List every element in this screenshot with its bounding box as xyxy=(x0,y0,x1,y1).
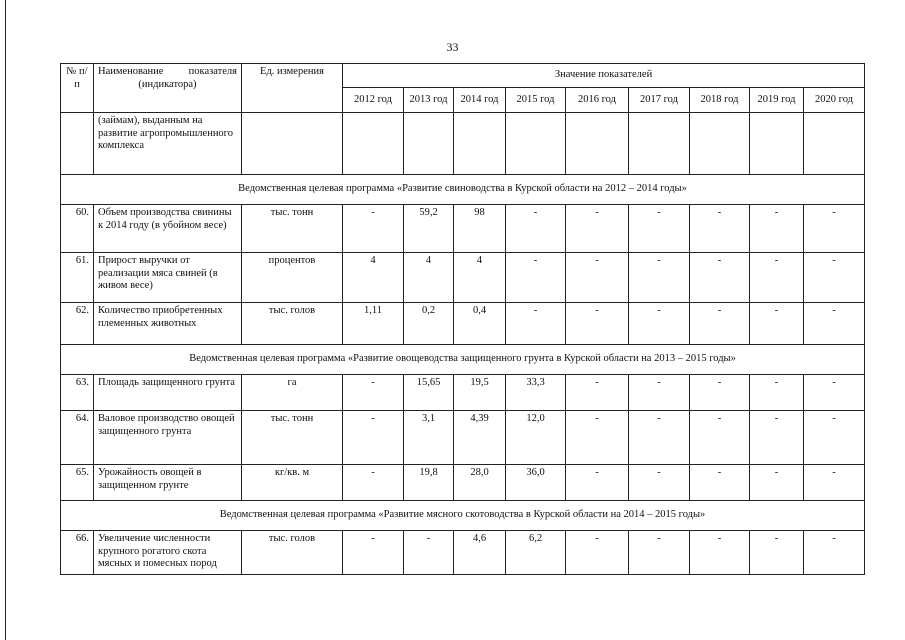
value-cell: - xyxy=(804,375,865,411)
section-row xyxy=(61,345,865,375)
row-number: 61. xyxy=(61,253,94,303)
indicator-name: Прирост выручки от реализации мяса свиней (в живом весе) xyxy=(94,253,242,303)
value-cell: - xyxy=(750,303,804,345)
value-cell xyxy=(404,113,454,175)
header-year: 2013 год xyxy=(404,88,454,113)
value-cell: - xyxy=(690,253,750,303)
unit-cell: га xyxy=(242,375,343,411)
value-cell: 12,0 xyxy=(506,411,566,465)
value-cell: 19,8 xyxy=(404,465,454,501)
value-cell: - xyxy=(750,465,804,501)
value-cell: 1,11 xyxy=(343,303,404,345)
header-year: 2014 год xyxy=(454,88,506,113)
header-values-group: Значение показателей xyxy=(343,64,865,88)
value-cell: - xyxy=(506,205,566,253)
value-cell: - xyxy=(690,531,750,575)
indicator-name: Урожайность овощей в защищенном грунте xyxy=(94,465,242,501)
table-row xyxy=(61,113,865,175)
table-row xyxy=(61,253,865,303)
value-cell: - xyxy=(566,411,629,465)
row-number xyxy=(61,113,94,175)
value-cell: - xyxy=(566,253,629,303)
value-cell: 0,2 xyxy=(404,303,454,345)
table-row xyxy=(61,465,865,501)
value-cell: 4 xyxy=(404,253,454,303)
header-unit: Ед. измерения xyxy=(242,64,343,113)
value-cell: - xyxy=(566,375,629,411)
value-cell: - xyxy=(804,303,865,345)
indicator-name: Площадь защищенного грунта xyxy=(94,375,242,411)
unit-cell: процентов xyxy=(242,253,343,303)
value-cell: 3,1 xyxy=(404,411,454,465)
value-cell: - xyxy=(750,531,804,575)
value-cell: 6,2 xyxy=(506,531,566,575)
value-cell: - xyxy=(566,303,629,345)
value-cell: - xyxy=(343,375,404,411)
value-cell: - xyxy=(690,411,750,465)
row-number: 64. xyxy=(61,411,94,465)
value-cell: - xyxy=(629,253,690,303)
value-cell: - xyxy=(566,465,629,501)
table-row xyxy=(61,375,865,411)
unit-cell: тыс. голов xyxy=(242,303,343,345)
header-num: № п/п xyxy=(61,64,94,113)
table-row xyxy=(61,411,865,465)
value-cell: - xyxy=(629,531,690,575)
value-cell: - xyxy=(690,375,750,411)
indicators-table xyxy=(60,63,865,575)
indicator-name: Валовое производство овощей защищенного грунта xyxy=(94,411,242,465)
unit-cell: тыс. голов xyxy=(242,531,343,575)
header-year: 2018 год xyxy=(690,88,750,113)
value-cell: 98 xyxy=(454,205,506,253)
value-cell: 28,0 xyxy=(454,465,506,501)
value-cell xyxy=(750,113,804,175)
value-cell: - xyxy=(404,531,454,575)
value-cell: - xyxy=(343,465,404,501)
indicator-name: Увеличение численности крупного рогатого скота мясных и помесных пород xyxy=(94,531,242,575)
value-cell xyxy=(566,113,629,175)
page-left-border xyxy=(5,0,6,640)
unit-cell xyxy=(242,113,343,175)
header-year: 2017 год xyxy=(629,88,690,113)
value-cell: - xyxy=(566,531,629,575)
value-cell: - xyxy=(343,531,404,575)
indicator-name: Количество приобретенных племенных животных xyxy=(94,303,242,345)
value-cell: 0,4 xyxy=(454,303,506,345)
row-number: 62. xyxy=(61,303,94,345)
header-indicator-name-line2: (индикатора) xyxy=(138,78,197,90)
value-cell: - xyxy=(804,465,865,501)
value-cell: - xyxy=(629,205,690,253)
value-cell xyxy=(690,113,750,175)
value-cell: - xyxy=(690,303,750,345)
value-cell: - xyxy=(629,411,690,465)
unit-cell: тыс. тонн xyxy=(242,205,343,253)
indicator-name: Объем производства свинины к 2014 году (в убойном весе) xyxy=(94,205,242,253)
value-cell xyxy=(506,113,566,175)
value-cell: 33,3 xyxy=(506,375,566,411)
header-year: 2012 год xyxy=(343,88,404,113)
value-cell: - xyxy=(750,375,804,411)
table-row xyxy=(61,205,865,253)
program-title: Ведомственная целевая программа «Развитие овощеводства защищенного грунта в Курской области на 2013 – 2015 годы» xyxy=(61,345,865,375)
unit-cell: кг/кв. м xyxy=(242,465,343,501)
value-cell: 4 xyxy=(343,253,404,303)
value-cell xyxy=(454,113,506,175)
unit-cell: тыс. тонн xyxy=(242,411,343,465)
value-cell: 4,6 xyxy=(454,531,506,575)
value-cell: - xyxy=(506,253,566,303)
value-cell: 59,2 xyxy=(404,205,454,253)
value-cell: - xyxy=(343,205,404,253)
row-number: 66. xyxy=(61,531,94,575)
indicator-name: (займам), выданным на развитие агропромышленного комплекса xyxy=(94,113,242,175)
value-cell: - xyxy=(343,411,404,465)
value-cell: - xyxy=(566,205,629,253)
value-cell: - xyxy=(506,303,566,345)
header-indicator-name xyxy=(94,64,242,113)
value-cell: - xyxy=(690,205,750,253)
row-number: 65. xyxy=(61,465,94,501)
value-cell: - xyxy=(750,205,804,253)
section-row xyxy=(61,175,865,205)
value-cell: 36,0 xyxy=(506,465,566,501)
value-cell: - xyxy=(804,531,865,575)
value-cell: 4 xyxy=(454,253,506,303)
value-cell: 4,39 xyxy=(454,411,506,465)
header-year: 2015 год xyxy=(506,88,566,113)
table-row xyxy=(61,303,865,345)
value-cell: - xyxy=(750,411,804,465)
header-indicator-name-line1: Наименование показателя xyxy=(98,66,237,77)
program-title: Ведомственная целевая программа «Развитие свиноводства в Курской области на 2012 – 2014 годы» xyxy=(61,175,865,205)
value-cell: - xyxy=(629,465,690,501)
value-cell: - xyxy=(750,253,804,303)
value-cell: - xyxy=(804,205,865,253)
value-cell xyxy=(343,113,404,175)
value-cell: - xyxy=(629,375,690,411)
table-row xyxy=(61,531,865,575)
page-number: 33 xyxy=(446,40,459,54)
value-cell: - xyxy=(804,253,865,303)
value-cell: - xyxy=(804,411,865,465)
section-row xyxy=(61,501,865,531)
row-number: 60. xyxy=(61,205,94,253)
value-cell: - xyxy=(690,465,750,501)
value-cell: 15,65 xyxy=(404,375,454,411)
program-title: Ведомственная целевая программа «Развитие мясного скотоводства в Курской области на 2014 – 2015 годы» xyxy=(61,501,865,531)
header-year: 2020 год xyxy=(804,88,865,113)
value-cell xyxy=(804,113,865,175)
header-year: 2016 год xyxy=(566,88,629,113)
value-cell xyxy=(629,113,690,175)
value-cell: - xyxy=(629,303,690,345)
value-cell: 19,5 xyxy=(454,375,506,411)
row-number: 63. xyxy=(61,375,94,411)
header-year: 2019 год xyxy=(750,88,804,113)
